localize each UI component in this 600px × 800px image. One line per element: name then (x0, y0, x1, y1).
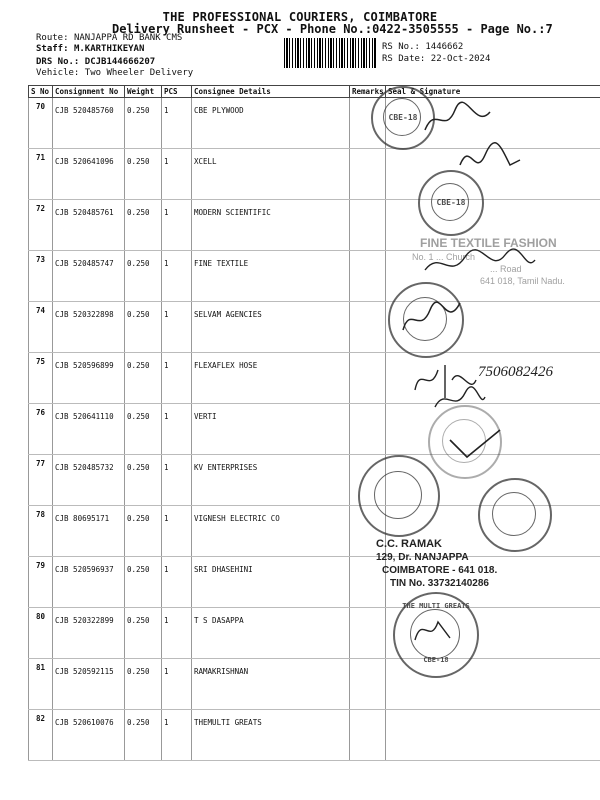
table-header-row (29, 86, 600, 98)
vehicle-line (36, 68, 193, 78)
table-row (29, 659, 600, 710)
cell-consignee: FLEXAFLEX HOSE (192, 353, 350, 404)
cell-consignee: XCELL (192, 149, 350, 200)
col-sno: S No (29, 86, 53, 98)
cell-pcs: 1 (162, 353, 192, 404)
table-row (29, 557, 600, 608)
cell-consignment-no: CJB 520485732 (53, 455, 125, 506)
rs-number-label: RS No.: (382, 42, 420, 52)
cell-consignment-no: CJB 80695171 (53, 506, 125, 557)
runsheet-table (28, 85, 600, 761)
fine-textile-stamp-line2: No. 1 ... Church (412, 252, 476, 262)
cell-pcs: 1 (162, 200, 192, 251)
table-row (29, 302, 600, 353)
cell-remarks (350, 404, 386, 455)
handwritten-phone: 7506082426 (478, 364, 553, 380)
cell-weight: 0.250 (125, 353, 162, 404)
cell-consignee: KV ENTERPRISES (192, 455, 350, 506)
cell-weight: 0.250 (125, 404, 162, 455)
ramak-stamp-addr2: COIMBATORE - 641 018. (382, 565, 498, 576)
round-seal-72 (418, 170, 484, 236)
cell-pcs: 1 (162, 251, 192, 302)
cell-consignment-no: CJB 520641110 (53, 404, 125, 455)
signature-78 (445, 425, 505, 465)
table-row (29, 608, 600, 659)
fine-textile-stamp-line4: 641 018, Tamil Nadu. (480, 276, 565, 286)
round-seal-80 (478, 478, 552, 552)
rs-number-value: 1446662 (425, 42, 464, 52)
cell-sno: 79 (29, 557, 53, 608)
cell-sno: 81 (29, 659, 53, 710)
cell-pcs: 1 (162, 404, 192, 455)
cell-consignee: VERTI (192, 404, 350, 455)
drs-line (36, 57, 155, 67)
cell-sno: 71 (29, 149, 53, 200)
cell-consignment-no: CJB 520485761 (53, 200, 125, 251)
barcode (284, 38, 376, 68)
cell-remarks (350, 659, 386, 710)
cell-weight: 0.250 (125, 98, 162, 149)
cell-sno: 75 (29, 353, 53, 404)
cell-sno: 78 (29, 506, 53, 557)
signature-82 (410, 610, 460, 650)
cell-pcs: 1 (162, 608, 192, 659)
cell-weight: 0.250 (125, 149, 162, 200)
cell-pcs: 1 (162, 710, 192, 761)
rs-number-line (382, 42, 463, 52)
cell-consignment-no: CJB 520641096 (53, 149, 125, 200)
seal-72-text: CBE-18 (436, 198, 466, 208)
cell-remarks (350, 200, 386, 251)
cell-sno: 73 (29, 251, 53, 302)
cell-remarks (350, 353, 386, 404)
rs-date-line (382, 54, 490, 64)
cell-sno: 74 (29, 302, 53, 353)
staff-value: M.KARTHIKEYAN (73, 44, 145, 54)
cell-pcs: 1 (162, 455, 192, 506)
cell-consignment-no: CJB 520596899 (53, 353, 125, 404)
col-consignee: Consignee Details (192, 86, 350, 98)
drs-label: DRS No.: (36, 57, 80, 67)
cell-consignee: SELVAM AGENCIES (192, 302, 350, 353)
cell-weight: 0.250 (125, 251, 162, 302)
cell-consignment-no: CJB 520592115 (53, 659, 125, 710)
cell-weight: 0.250 (125, 200, 162, 251)
cell-consignee: T S DASAPPA (192, 608, 350, 659)
cell-weight: 0.250 (125, 302, 162, 353)
drs-value: DCJB144666207 (84, 57, 156, 67)
cell-seal-signature (386, 710, 600, 761)
cell-pcs: 1 (162, 557, 192, 608)
cell-consignee: MODERN SCIENTIFIC (192, 200, 350, 251)
cell-consignee: SRI DHASEHINI (192, 557, 350, 608)
rs-date-label: RS Date: (382, 54, 426, 64)
fine-textile-stamp-line1: FINE TEXTILE FASHION (420, 236, 557, 250)
cell-sno: 82 (29, 710, 53, 761)
cell-remarks (350, 149, 386, 200)
vehicle-value: Two Wheeler Delivery (84, 68, 194, 78)
table-row (29, 404, 600, 455)
col-remarks: Remarks (350, 86, 386, 98)
col-seal-signature: Seal & Signature (386, 86, 600, 98)
runsheet-title: Delivery Runsheet - PCX - Phone No.:0422-3505555 - Page No.:7 (112, 22, 553, 36)
multi-greats-seal-text: THE MULTI GREATS (402, 602, 470, 610)
route-line (36, 33, 182, 43)
cell-weight: 0.250 (125, 710, 162, 761)
round-seal-79 (358, 455, 440, 537)
cell-consignee: RAMAKRISHNAN (192, 659, 350, 710)
route-label: Route: (36, 33, 69, 43)
cell-sno: 80 (29, 608, 53, 659)
cell-weight: 0.250 (125, 557, 162, 608)
ramak-stamp-addr1: 129, Dr. NANJAPPA (376, 552, 469, 563)
cell-weight: 0.250 (125, 455, 162, 506)
cell-weight: 0.250 (125, 506, 162, 557)
fine-textile-stamp-line3: ... Road (490, 264, 522, 274)
cell-consignment-no: CJB 520485760 (53, 98, 125, 149)
cell-consignee: FINE TEXTILE (192, 251, 350, 302)
signature-74 (420, 245, 540, 285)
signature-75 (398, 295, 468, 340)
ramak-stamp-tin: TIN No. 33732140286 (390, 578, 489, 589)
route-value: NANJAPPA RD BANK CMS (73, 33, 183, 43)
cell-pcs: 1 (162, 506, 192, 557)
cell-remarks (350, 608, 386, 659)
cell-consignment-no: CJB 520322898 (53, 302, 125, 353)
multi-greats-seal-cbe: CBE-18 (423, 656, 449, 664)
seal-70-text: CBE-18 (388, 113, 418, 123)
signature-70 (420, 100, 500, 140)
col-pcs: PCS (162, 86, 192, 98)
cell-pcs: 1 (162, 302, 192, 353)
cell-consignee: CBE PLYWOOD (192, 98, 350, 149)
cell-consignee: VIGNESH ELECTRIC CO (192, 506, 350, 557)
cell-consignment-no: CJB 520322899 (53, 608, 125, 659)
company-name: THE PROFESSIONAL COURIERS, COIMBATORE (162, 10, 438, 24)
ramak-stamp-name: C.C. RAMAK (376, 538, 442, 550)
cell-remarks (350, 557, 386, 608)
staff-line (36, 44, 144, 54)
cell-sno: 77 (29, 455, 53, 506)
cell-remarks (350, 710, 386, 761)
col-consignment: Consignment No (53, 86, 125, 98)
cell-pcs: 1 (162, 98, 192, 149)
cell-consignment-no: CJB 520596937 (53, 557, 125, 608)
cell-weight: 0.250 (125, 608, 162, 659)
table-row (29, 710, 600, 761)
col-weight: Weight (125, 86, 162, 98)
cell-pcs: 1 (162, 659, 192, 710)
vehicle-label: Vehicle: (36, 68, 80, 78)
cell-consignee: THEMULTI GREATS (192, 710, 350, 761)
cell-remarks (350, 251, 386, 302)
cell-consignment-no: CJB 520485747 (53, 251, 125, 302)
cell-remarks (350, 302, 386, 353)
cell-weight: 0.250 (125, 659, 162, 710)
rs-date-value: 22-Oct-2024 (430, 54, 491, 64)
staff-label: Staff: (36, 44, 69, 54)
cell-consignment-no: CJB 520610076 (53, 710, 125, 761)
cell-sno: 72 (29, 200, 53, 251)
cell-pcs: 1 (162, 149, 192, 200)
cell-sno: 70 (29, 98, 53, 149)
cell-sno: 76 (29, 404, 53, 455)
